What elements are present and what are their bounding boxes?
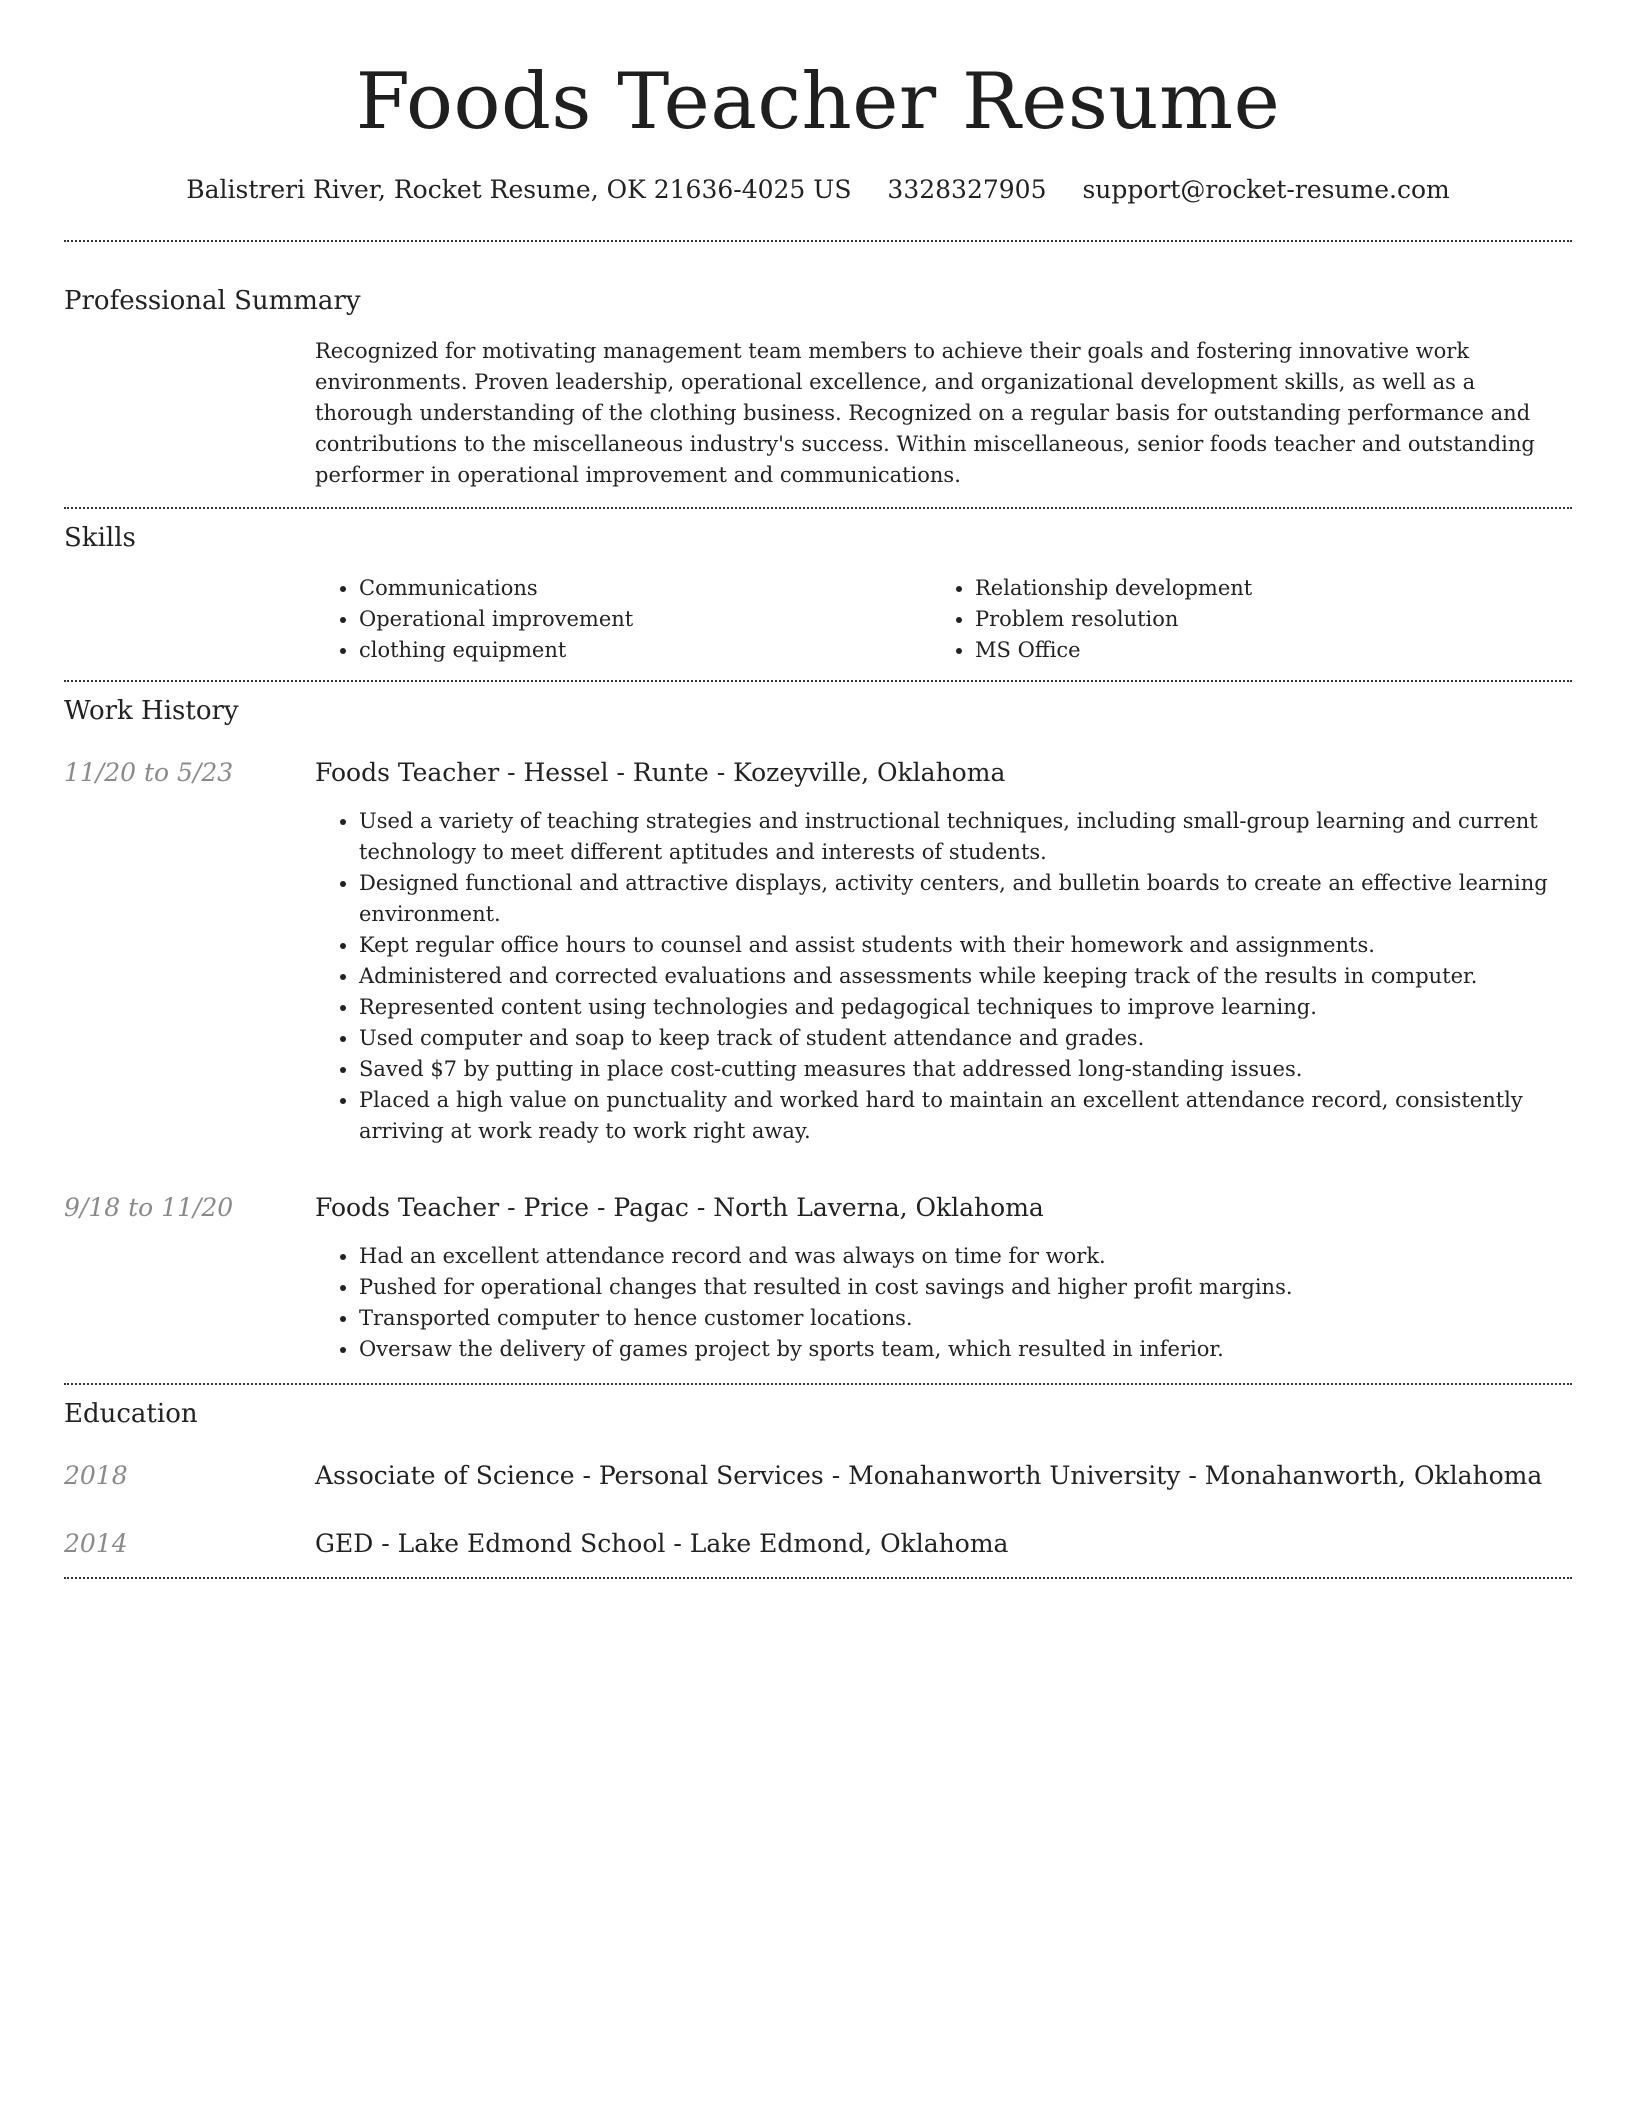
skill-item: • Relationship development (975, 573, 1547, 604)
job-title: Foods Teacher (315, 1193, 500, 1222)
skill-item: • clothing equipment (359, 635, 931, 666)
section-heading-education: Education (64, 1399, 198, 1429)
job-heading (315, 756, 1572, 790)
contact-line (64, 174, 1572, 206)
job-bullet: • Oversaw the delivery of games project by sports team, which resulted in inferior. (359, 1334, 1572, 1365)
section-heading-work: Work History (64, 696, 239, 726)
contact-phone: 3328327905 (887, 175, 1047, 204)
job-entry (64, 756, 1572, 1147)
education-degree: GED (315, 1529, 374, 1558)
job-bullet: • Represented content using technologies and pedagogical techniques to improve learning. (359, 992, 1572, 1023)
education-section (64, 1385, 1572, 1577)
professional-summary-section (64, 242, 1572, 507)
job-dates: 11/20 to 5/23 (64, 758, 234, 787)
skill-item: • Problem resolution (975, 604, 1547, 635)
job-bullet: • Had an excellent attendance record and was always on time for work. (359, 1241, 1572, 1272)
skills-list-left (315, 573, 931, 666)
education-entry (64, 1459, 1572, 1493)
job-bullet: • Administered and corrected evaluations and assessments while keeping track of the results in computer. (359, 961, 1572, 992)
skills-grid (315, 573, 1572, 666)
page-title: Foods Teacher Resume (355, 57, 1281, 147)
job-employer: - Hessel - Runte - Kozeyville, Oklahoma (499, 758, 1006, 787)
work-history-section (64, 682, 1572, 1383)
skill-item: • MS Office (975, 635, 1547, 666)
contact-email: support@rocket-resume.com (1082, 175, 1450, 204)
skills-section (64, 509, 1572, 680)
job-bullet: • Placed a high value on punctuality and worked hard to maintain an excellent attendance record, consistently arriving at work ready to work right away. (359, 1085, 1572, 1147)
section-heading-summary: Professional Summary (64, 286, 361, 316)
divider (64, 1577, 1572, 1579)
job-bullet: • Saved $7 by putting in place cost-cutting measures that addressed long-standing issues. (359, 1054, 1572, 1085)
job-bullets (315, 806, 1572, 1147)
job-entry (64, 1191, 1572, 1365)
education-heading (315, 1527, 1572, 1561)
job-heading (315, 1191, 1572, 1225)
education-year: 2014 (64, 1529, 128, 1558)
job-title: Foods Teacher (315, 758, 500, 787)
education-year: 2018 (64, 1461, 128, 1490)
job-bullet: • Used a variety of teaching strategies and instructional techniques, including small-group learning and current technology to meet different aptitudes and interests of students. (359, 806, 1572, 868)
education-degree: Associate of Science - Personal Services (315, 1461, 824, 1490)
contact-address: Balistreri River, Rocket Resume, OK 21636-4025 US (186, 175, 852, 204)
job-bullets (315, 1241, 1572, 1365)
section-heading-skills: Skills (64, 523, 136, 553)
education-school: - Monahanworth University - Monahanworth, Oklahoma (823, 1461, 1543, 1490)
job-bullet: • Used computer and soap to keep track of student attendance and grades. (359, 1023, 1572, 1054)
skill-item: • Communications (359, 573, 931, 604)
job-bullet: • Transported computer to hence customer locations. (359, 1303, 1572, 1334)
resume-page (64, 0, 1572, 1579)
job-bullet: • Designed functional and attractive displays, activity centers, and bulletin boards to create an effective learning environment. (359, 868, 1572, 930)
job-employer: - Price - Pagac - North Laverna, Oklahoma (499, 1193, 1044, 1222)
education-heading (315, 1459, 1572, 1493)
job-dates: 9/18 to 11/20 (64, 1193, 234, 1222)
skills-list-right (931, 573, 1547, 666)
summary-text: Recognized for motivating management team members to achieve their goals and fostering innovative work environments. Proven leadership, operational excellence, and organizational development skills, as well as a thorough understanding of the clothing business. Recognized on a regular basis for outstanding performance and contributions to the miscellaneous industry's success. Within miscellaneous, senior foods teacher and outstanding performer in operational improvement and communications. (315, 339, 1535, 487)
education-entry (64, 1527, 1572, 1561)
job-bullet: • Pushed for operational changes that resulted in cost savings and higher profit margins. (359, 1272, 1572, 1303)
skill-item: • Operational improvement (359, 604, 931, 635)
job-bullet: • Kept regular office hours to counsel and assist students with their homework and assignments. (359, 930, 1572, 961)
education-school: - Lake Edmond School - Lake Edmond, Oklahoma (373, 1529, 1009, 1558)
